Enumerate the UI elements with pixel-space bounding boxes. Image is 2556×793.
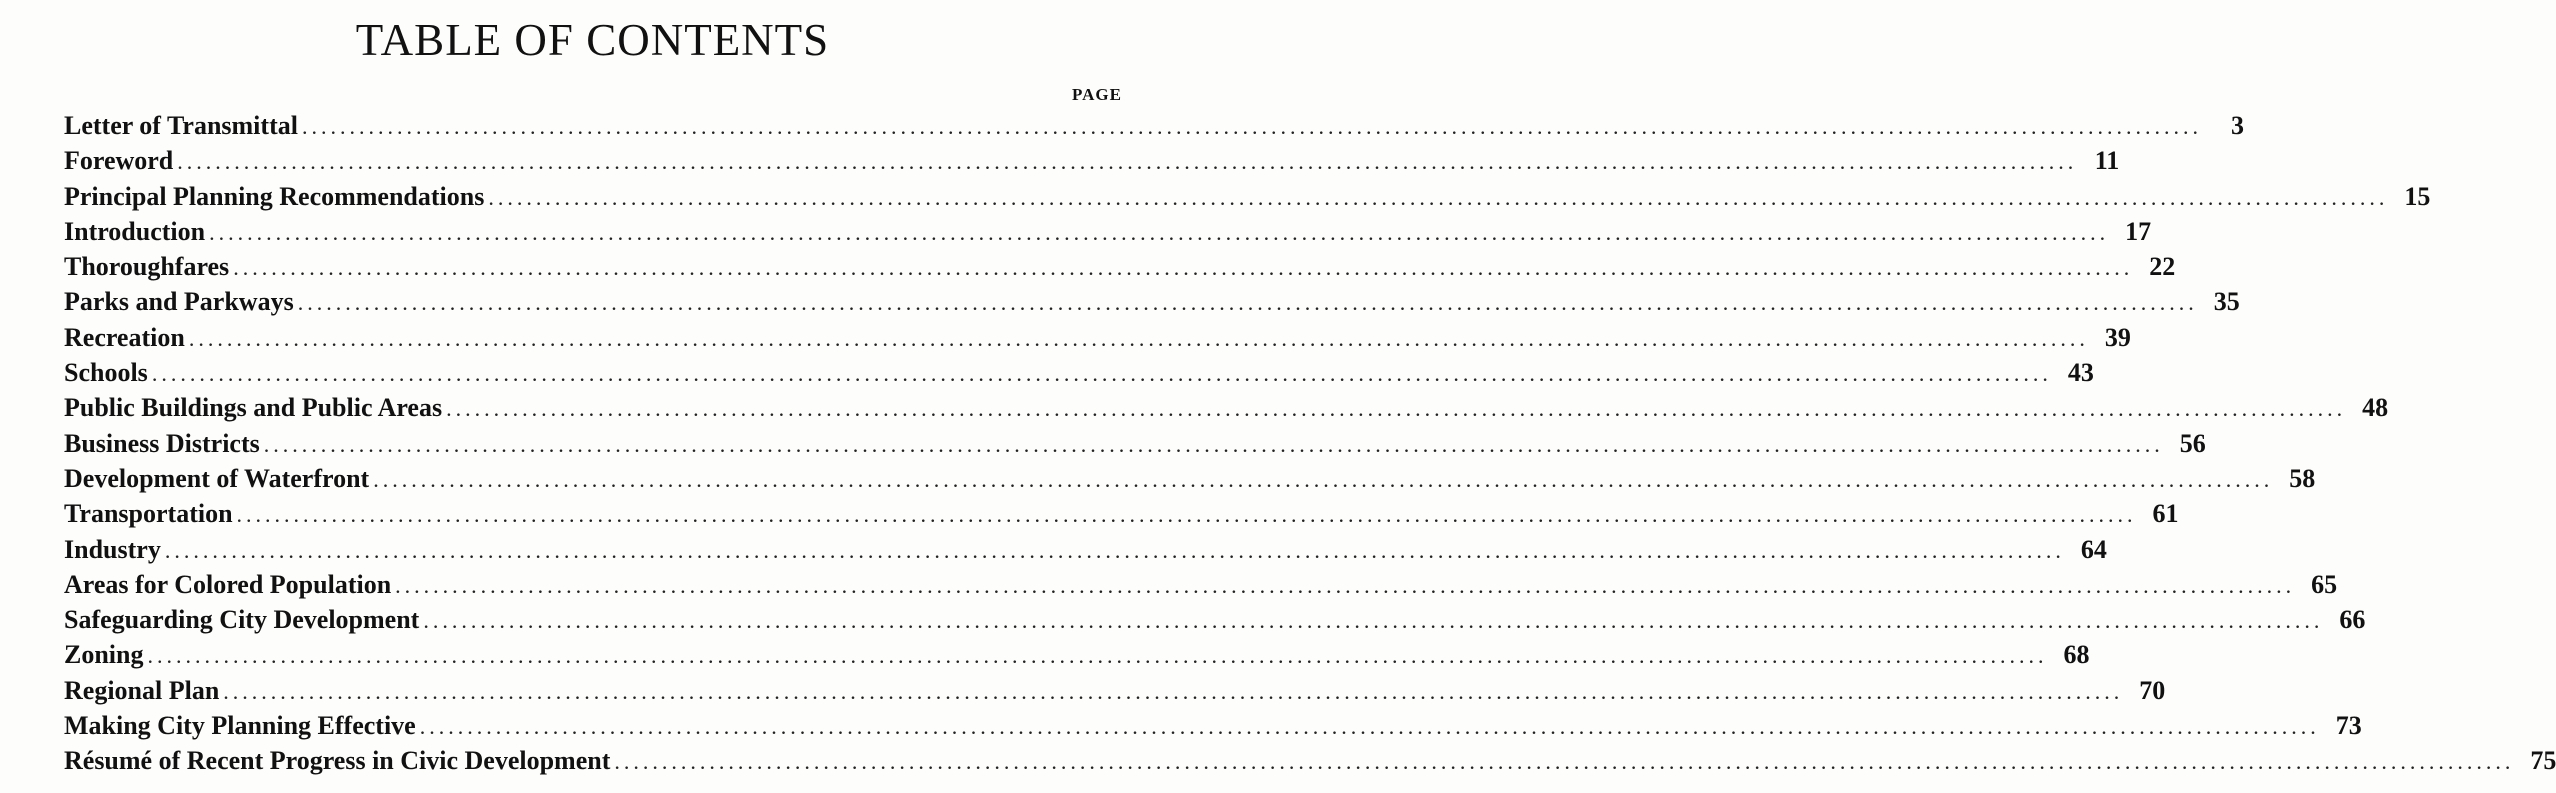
toc-entry-page: 61 xyxy=(2152,499,2179,529)
toc-entry xyxy=(64,181,2431,217)
dot-leader: ........................................................................................................................................................................................................ xyxy=(297,290,2198,316)
toc-entry-title: Areas for Colored Population xyxy=(64,569,392,599)
dot-leader: ........................................................................................................................................................................................................ xyxy=(263,431,2164,457)
toc-entry-page: 73 xyxy=(2335,711,2362,741)
toc-entry-page: 58 xyxy=(2289,463,2316,493)
toc-entry-title: Public Buildings and Public Areas xyxy=(64,393,443,423)
dot-leader: ........................................................................................................................................................................................................ xyxy=(164,537,2065,563)
toc-entry-page: 39 xyxy=(2104,322,2131,352)
toc-entry xyxy=(64,287,2240,322)
toc-entry-page: 48 xyxy=(2362,393,2389,423)
toc-entry-page: 43 xyxy=(2067,358,2094,388)
toc-entry-title: Principal Planning Recommendations xyxy=(64,181,485,211)
dot-leader: ........................................................................................................................................................................................................ xyxy=(488,184,2389,210)
dot-leader: ........................................................................................................................................................................................................ xyxy=(373,466,2274,492)
toc-entry xyxy=(64,216,2152,252)
toc-entry-title: Making City Planning Effective xyxy=(64,711,416,741)
toc-entry xyxy=(64,569,2338,605)
toc-entry-title: Recreation xyxy=(64,322,185,352)
toc-entry xyxy=(64,252,2176,287)
toc-entry-title: Regional Plan xyxy=(64,675,220,705)
toc-entry-page: 22 xyxy=(2149,252,2176,282)
toc-entry-page: 65 xyxy=(2311,569,2338,599)
toc-entry-page: 66 xyxy=(2339,605,2366,635)
toc-entry xyxy=(64,146,2120,181)
dot-leader: ........................................................................................................................................................................................................ xyxy=(419,714,2320,740)
toc-entry-title: Parks and Parkways xyxy=(64,287,294,317)
toc-entry xyxy=(64,463,2316,499)
toc-entry xyxy=(64,499,2179,534)
toc-entry xyxy=(64,322,2131,358)
toc-entry-title: Résumé of Recent Progress in Civic Development xyxy=(64,746,611,776)
toc-entry xyxy=(64,605,2366,640)
dot-leader: ........................................................................................................................................................................................................ xyxy=(177,149,2078,175)
toc-entry-title: Industry xyxy=(64,534,161,564)
toc-entry xyxy=(64,746,2556,781)
dot-leader: ........................................................................................................................................................................................................ xyxy=(233,255,2134,281)
toc-entry-title: Business Districts xyxy=(64,428,260,458)
toc-entry-title: Thoroughfares xyxy=(64,252,230,282)
dot-leader: ........................................................................................................................................................................................................ xyxy=(151,361,2052,387)
dot-leader: ........................................................................................................................................................................................................ xyxy=(446,396,2347,422)
toc-entry-page: 15 xyxy=(2404,181,2431,211)
toc-entry-title: Development of Waterfront xyxy=(64,463,370,493)
toc-entry-title: Schools xyxy=(64,358,148,388)
dot-leader: ........................................................................................................................................................................................................ xyxy=(236,502,2137,528)
toc-entry xyxy=(64,640,2090,675)
dot-leader: ........................................................................................................................................................................................................ xyxy=(423,608,2324,634)
dot-leader: ........................................................................................................................................................................................................ xyxy=(147,643,2048,669)
toc-entry xyxy=(64,111,2244,146)
toc-entry xyxy=(64,675,2166,711)
toc-entry xyxy=(64,393,2389,428)
toc-entry-page: 3 xyxy=(2230,111,2244,140)
toc-entry-page: 75 xyxy=(2530,746,2556,776)
dot-leader: ........................................................................................................................................................................................................ xyxy=(223,678,2124,704)
table-of-contents xyxy=(64,111,2556,782)
toc-entry-page: 35 xyxy=(2213,287,2240,317)
dot-leader: ........................................................................................................................................................................................................ xyxy=(395,572,2296,598)
toc-entry-title: Letter of Transmittal xyxy=(64,111,298,140)
page-column-label: PAGE xyxy=(1072,85,1122,104)
toc-entry-page: 64 xyxy=(2080,534,2107,564)
toc-entry-title: Zoning xyxy=(64,640,144,670)
toc-entry xyxy=(64,358,2094,393)
toc-entry-page: 17 xyxy=(2125,216,2152,246)
toc-entry-page: 70 xyxy=(2139,675,2166,705)
toc-entry-page: 68 xyxy=(2063,640,2090,670)
dot-leader: ........................................................................................................................................................................................................ xyxy=(188,325,2089,351)
toc-entry-title: Introduction xyxy=(64,216,206,246)
toc-entry xyxy=(64,428,2206,464)
dot-leader: ........................................................................................................................................................................................................ xyxy=(614,749,2515,775)
page-title: TABLE OF CONTENTS xyxy=(355,15,830,65)
toc-entry-title: Foreword xyxy=(64,146,174,176)
toc-entry xyxy=(64,534,2107,570)
toc-entry-title: Safeguarding City Development xyxy=(64,605,420,635)
toc-entry-page: 56 xyxy=(2179,428,2206,458)
toc-entry-page: 11 xyxy=(2094,146,2120,176)
toc-entry-title: Transportation xyxy=(64,499,233,529)
toc-entry xyxy=(64,711,2362,746)
dot-leader: ........................................................................................................................................................................................................ xyxy=(209,219,2110,245)
dot-leader: ........................................................................................................................................................................................................ xyxy=(301,114,2202,139)
